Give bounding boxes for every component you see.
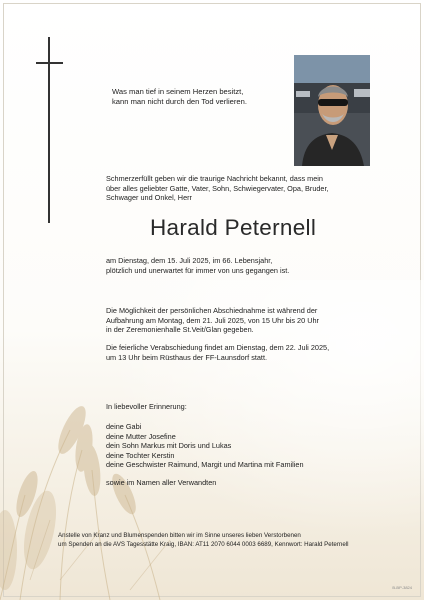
death-notice [106, 256, 366, 275]
remembrance-heading: In liebevoller Erinnerung: [106, 402, 187, 411]
death-line: plötzlich und unerwartet für immer von uns gegangen ist. [106, 265, 290, 275]
death-line: am Dienstag, dem 15. Juli 2025, im 66. Lebensjahr, [106, 256, 273, 265]
mourner-item: deine Geschwister Raimund, Margit und Martina mit Familien [106, 460, 304, 470]
cross-icon-bar [36, 62, 63, 64]
mourner-item: dein Sohn Markus mit Doris und Lukas [106, 441, 232, 451]
viewing-line: in der Zeremonienhalle St.Veit/Glan gegeben. [106, 325, 254, 335]
quote-line: kann man nicht durch den Tod verlieren. [112, 97, 247, 106]
announcement-line: Schwager und Onkel, Herr [106, 193, 192, 203]
portrait-photo-icon [294, 55, 370, 166]
ceremony-notice [106, 343, 396, 362]
announcement-line: Schmerzerfüllt geben wir die traurige Nachricht bekannt, dass mein [106, 174, 323, 183]
quote-line: Was man tief in seinem Herzen besitzt, [112, 87, 244, 96]
memorial-quote [112, 87, 292, 107]
mourner-item: deine Tochter Kerstin [106, 450, 175, 460]
donation-line: um Spenden an die AVS Tagesstätte Kraig, IBAN: AT11 2070 6044 0003 6689, Kennwort: Harald Peternell [58, 540, 349, 548]
mourner-item: deine Mutter Josefine [106, 431, 176, 441]
viewing-line: Die Möglichkeit der persönlichen Abschiednahme ist während der [106, 306, 318, 315]
print-credit: B-BP-3824 [392, 585, 412, 590]
announcement-line: über alles geliebter Gatte, Vater, Sohn, Schwiegervater, Opa, Bruder, [106, 183, 329, 193]
mourners-list [106, 422, 304, 470]
ceremony-line: um 13 Uhr beim Rüsthaus der FF-Launsdorf statt. [106, 352, 268, 362]
cross-icon [48, 37, 50, 223]
deceased-name: Harald Peternell [150, 215, 317, 240]
viewing-line: Aufbahrung am Montag, dem 21. Juli 2025, von 15 Uhr bis 20 Uhr [106, 315, 319, 325]
announcement-text [106, 174, 396, 203]
viewing-notice [106, 306, 396, 335]
donation-notice [58, 532, 398, 549]
portrait-photo [294, 55, 370, 166]
ceremony-line: Die feierliche Verabschiedung findet am Dienstag, dem 22. Juli 2025, [106, 343, 330, 352]
relatives-line: sowie im Namen aller Verwandten [106, 478, 217, 487]
mourner-item: deine Gabi [106, 422, 142, 431]
donation-line: Anstelle von Kranz und Blumenspenden bitten wir im Sinne unseres lieben Verstorbenen [58, 532, 301, 539]
